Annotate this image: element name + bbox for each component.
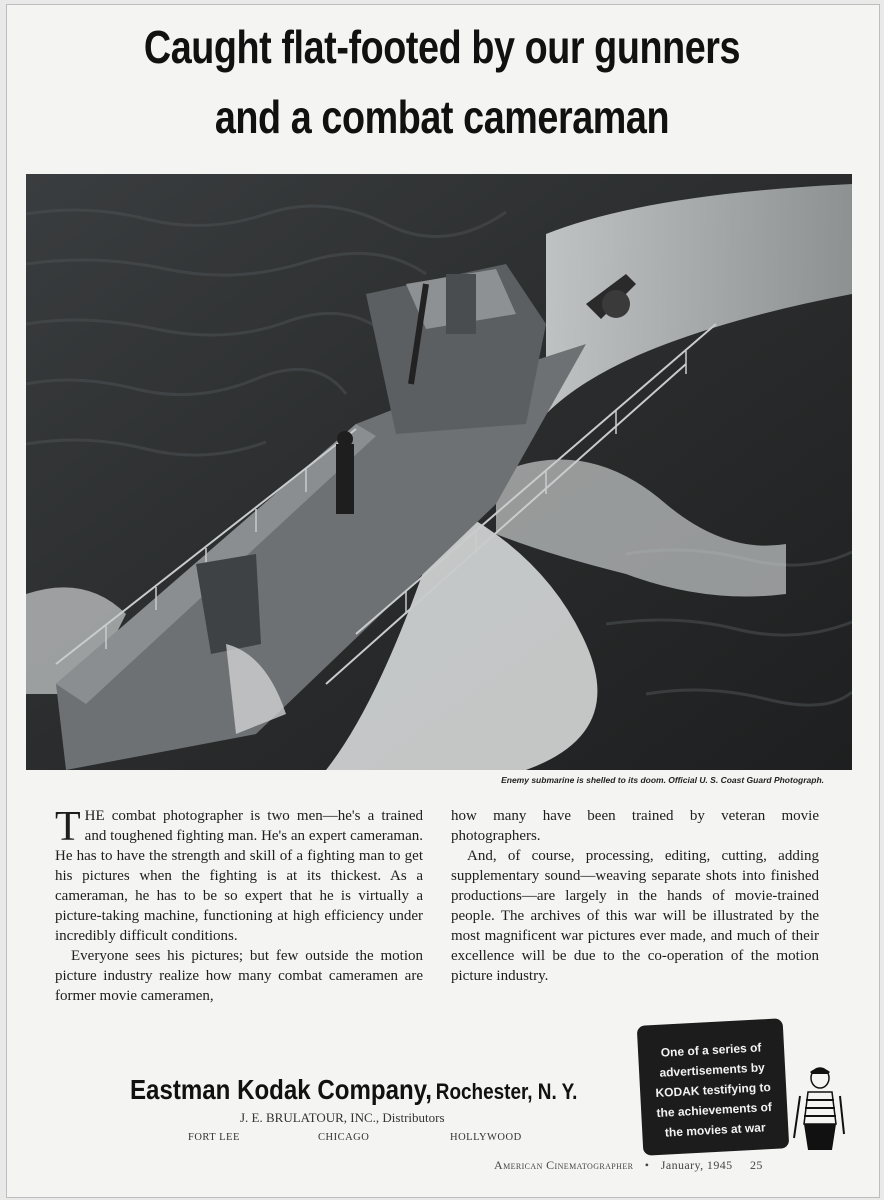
cinema-usherette-illustration: [790, 1064, 850, 1159]
company-location: Rochester, N. Y.: [435, 1079, 578, 1104]
city-chicago: CHICAGO: [318, 1132, 370, 1143]
distributor-line: J. E. BRULATOUR, INC., Distributors: [240, 1110, 445, 1125]
headline-line-1: Caught flat-footed by our gunners: [143, 21, 741, 73]
right-paragraph-2: And, of course, processing, editing, cutting, adding supplementary sound—weaving separate shots into finished productions—are largely in the hands of movie-trained people. The archives of this war will be illustrated by the most magnificent war pictures ever made, and much of their excellence will be due to the co-operation of the motion picture industry.: [451, 848, 819, 984]
left-paragraph-1: HE combat photographer is two men—he's a trained and toughened fighting man. He's an expert cameraman. He has to have the strength and skill of a fighting man to get his pictures when the fighting is at its thickest. As a cameraman, he has to be so expert that he is virtually a picture-taking machine, functioning at high efficiency under incredibly difficult conditions.: [55, 808, 423, 944]
headline-line-2: and a combat cameraman: [214, 91, 670, 143]
company-signature: [130, 1074, 577, 1106]
badge-line-3: KODAK testifying to: [655, 1079, 772, 1101]
kodak-series-badge: [637, 1018, 790, 1155]
left-paragraph-2: Everyone sees his pictures; but few outside the motion picture industry realize how many combat cameramen are former movie cameramen,: [55, 948, 423, 1004]
footer-separator: •: [644, 1158, 650, 1172]
body-column-right: [451, 806, 819, 986]
badge-line-1: One of a series of: [660, 1040, 762, 1060]
right-paragraph-1: how many have been trained by veteran movie photographers.: [451, 808, 819, 844]
page-footer: [494, 1158, 763, 1173]
magazine-name: American Cinematographer: [494, 1158, 634, 1172]
badge-line-2: advertisements by: [659, 1060, 766, 1080]
drop-cap: T: [55, 804, 81, 850]
photo-caption: Enemy submarine is shelled to its doom. Official U. S. Coast Guard Photograph.: [501, 775, 824, 785]
badge-line-4: the achievements of: [656, 1099, 773, 1120]
company-name: Eastman Kodak Company,: [130, 1074, 432, 1105]
city-hollywood: HOLLYWOOD: [450, 1132, 522, 1143]
badge-line-5: the movies at war: [664, 1120, 766, 1140]
issue-date: January, 1945: [660, 1158, 733, 1172]
page-number: 25: [749, 1158, 763, 1172]
body-column-left: [55, 806, 423, 1006]
submarine-photo-drawing: [26, 174, 852, 770]
city-fort-lee: FORT LEE: [188, 1132, 240, 1143]
submarine-photo: [26, 174, 852, 770]
